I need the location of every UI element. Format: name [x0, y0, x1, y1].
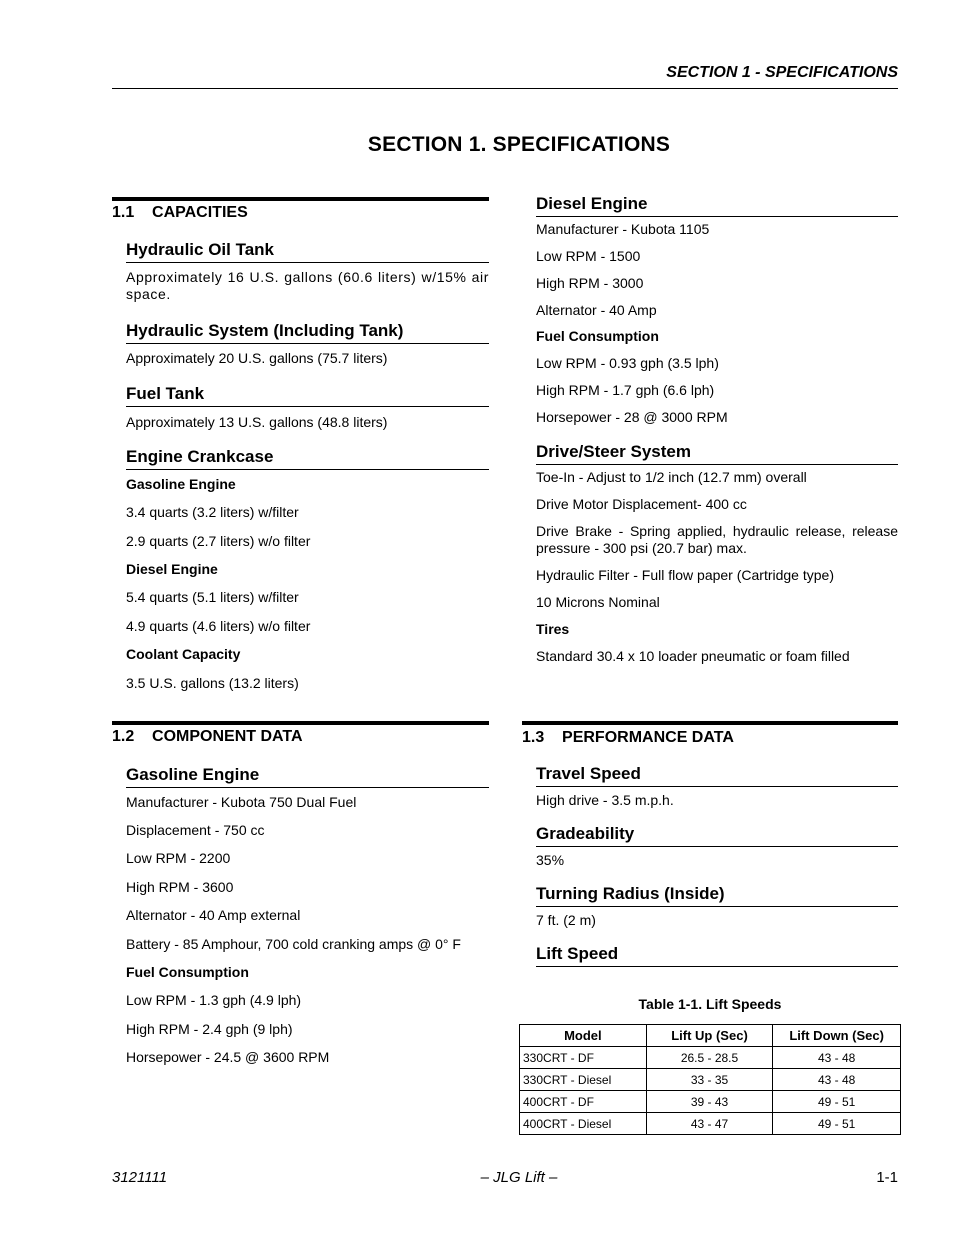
gradeability-text: 35% [536, 852, 565, 868]
lift-speed-heading: Lift Speed [536, 944, 898, 967]
list-item: Toe-In - Adjust to 1/2 inch (12.7 mm) overall [536, 469, 807, 485]
list-item: Displacement - 750 cc [126, 822, 265, 838]
list-item: 2.9 quarts (2.7 liters) w/o filter [126, 533, 311, 549]
table-row [520, 1047, 901, 1069]
table-cell: 43 - 47 [646, 1113, 773, 1135]
table-cell: 330CRT - Diesel [520, 1069, 647, 1091]
fuel-tank-text: Approximately 13 U.S. gallons (48.8 liters) [126, 414, 388, 430]
table-cell: 39 - 43 [646, 1091, 773, 1113]
list-item: Manufacturer - Kubota 1105 [536, 221, 710, 237]
engine-crankcase-block [112, 447, 489, 470]
diesel-engine-block [536, 194, 898, 217]
performance-data-section [522, 729, 898, 747]
list-item: Horsepower - 24.5 @ 3600 RPM [126, 1049, 330, 1065]
table-cell: 49 - 51 [773, 1113, 901, 1135]
table-cell: 43 - 48 [773, 1047, 901, 1069]
running-head: SECTION 1 - SPECIFICATIONS [666, 64, 898, 81]
gasoline-fuel-consumption-label: Fuel Consumption [126, 964, 249, 980]
list-item: Standard 30.4 x 10 loader pneumatic or foam filled [536, 648, 850, 664]
travel-speed-block [536, 764, 898, 809]
table-cell: 43 - 48 [773, 1069, 901, 1091]
list-item: Alternator - 40 Amp external [126, 907, 301, 923]
footer-doc-number: 3121111 [112, 1169, 168, 1186]
column-header-lift-down: Lift Down (Sec) [773, 1025, 901, 1047]
engine-crankcase-heading: Engine Crankcase [126, 447, 489, 470]
coolant-capacity-label: Coolant Capacity [126, 646, 241, 662]
list-item: High RPM - 3000 [536, 275, 644, 291]
hydraulic-system-block [112, 321, 489, 367]
table-cell: 49 - 51 [773, 1091, 901, 1113]
drive-steer-block [536, 442, 898, 465]
hydraulic-oil-tank-block [112, 240, 489, 303]
column-header-model: Model [520, 1025, 647, 1047]
list-item: Low RPM - 1.3 gph (4.9 lph) [126, 992, 302, 1008]
list-item: High RPM - 1.7 gph (6.6 lph) [536, 382, 715, 398]
diesel-fuel-consumption-label: Fuel Consumption [536, 328, 659, 344]
table-cell: 330CRT - DF [520, 1047, 647, 1069]
table-cell: 400CRT - DF [520, 1091, 647, 1113]
performance-data-title: 1.3 PERFORMANCE DATA [522, 729, 734, 746]
gradeability-heading: Gradeability [536, 824, 898, 847]
list-item: 3.4 quarts (3.2 liters) w/filter [126, 504, 299, 520]
list-item: 10 Microns Nominal [536, 594, 660, 610]
turning-radius-text: 7 ft. (2 m) [536, 912, 596, 928]
capacities-title: 1.1 CAPACITIES [112, 204, 248, 221]
performance-data-rule [522, 721, 898, 725]
table-caption: Table 1-1. Lift Speeds [638, 996, 782, 1012]
table-cell: 26.5 - 28.5 [646, 1047, 773, 1069]
list-item: Hydraulic Filter - Full flow paper (Cartridge type) [536, 567, 834, 583]
gasoline-engine-block [112, 765, 489, 788]
travel-speed-text: High drive - 3.5 m.p.h. [536, 792, 674, 808]
list-item: 3.5 U.S. gallons (13.2 liters) [126, 675, 299, 691]
table-row [520, 1113, 901, 1135]
hydraulic-oil-tank-text: Approximately 16 U.S. gallons (60.6 liters) w/15% air space. [126, 269, 489, 302]
list-item: Low RPM - 2200 [126, 850, 231, 866]
list-item: Battery - 85 Amphour, 700 cold cranking amps @ 0° F [126, 936, 461, 952]
component-data-title: 1.2 COMPONENT DATA [112, 728, 303, 745]
gasoline-engine-heading: Gasoline Engine [126, 765, 489, 788]
footer-publisher: – JLG Lift – [480, 1169, 558, 1186]
page-title: SECTION 1. SPECIFICATIONS [367, 133, 671, 156]
column-header-lift-up: Lift Up (Sec) [646, 1025, 773, 1047]
list-item: Low RPM - 0.93 gph (3.5 lph) [536, 355, 719, 371]
table-row [520, 1091, 901, 1113]
travel-speed-heading: Travel Speed [536, 764, 898, 787]
list-item: Drive Motor Displacement- 400 cc [536, 496, 747, 512]
table-header-row [520, 1025, 901, 1047]
list-item: 4.9 quarts (4.6 liters) w/o filter [126, 618, 311, 634]
list-item: Drive Brake - Spring applied, hydraulic release, release pressure - 300 psi (20.7 bar) max. [536, 523, 898, 556]
lift-speeds-table [519, 1024, 901, 1135]
list-item: 5.4 quarts (5.1 liters) w/filter [126, 589, 299, 605]
gasoline-crankcase-label: Gasoline Engine [126, 476, 236, 492]
list-item: Alternator - 40 Amp [536, 302, 657, 318]
list-item: High RPM - 2.4 gph (9 lph) [126, 1021, 293, 1037]
turning-radius-heading: Turning Radius (Inside) [536, 884, 898, 907]
component-data-section [112, 728, 489, 746]
header-rule [112, 88, 898, 89]
drive-steer-heading: Drive/Steer System [536, 442, 898, 465]
diesel-crankcase-label: Diesel Engine [126, 561, 218, 577]
table-cell: 400CRT - Diesel [520, 1113, 647, 1135]
tires-label: Tires [536, 621, 570, 637]
lift-speed-block [536, 944, 898, 967]
footer-page-number: 1-1 [876, 1169, 898, 1186]
hydraulic-oil-tank-heading: Hydraulic Oil Tank [126, 240, 489, 263]
diesel-engine-heading: Diesel Engine [536, 194, 898, 217]
list-item: Horsepower - 28 @ 3000 RPM [536, 409, 728, 425]
capacities-rule [112, 197, 489, 201]
fuel-tank-block [112, 384, 489, 431]
hydraulic-system-text: Approximately 20 U.S. gallons (75.7 liters) [126, 350, 388, 366]
gradeability-block [536, 824, 898, 869]
hydraulic-system-heading: Hydraulic System (Including Tank) [126, 321, 489, 344]
capacities-section [112, 204, 489, 222]
list-item: Manufacturer - Kubota 750 Dual Fuel [126, 794, 357, 810]
fuel-tank-heading: Fuel Tank [126, 384, 489, 407]
turning-radius-block [536, 884, 898, 929]
table-cell: 33 - 35 [646, 1069, 773, 1091]
component-data-rule [112, 721, 489, 725]
table-row [520, 1069, 901, 1091]
list-item: Low RPM - 1500 [536, 248, 641, 264]
list-item: High RPM - 3600 [126, 879, 234, 895]
